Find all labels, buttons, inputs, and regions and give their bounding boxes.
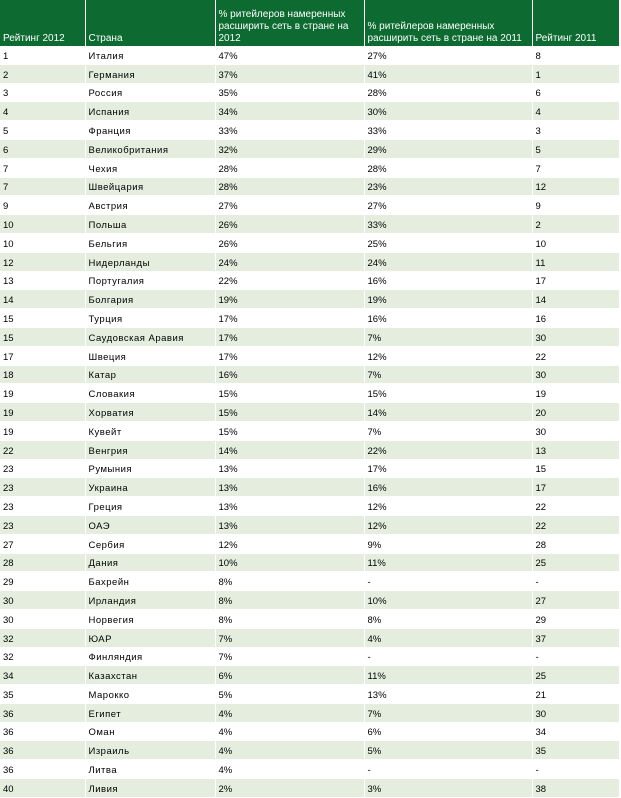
percent-2012-cell: 17% xyxy=(215,346,364,365)
rank-2011-cell: 1 xyxy=(532,64,619,83)
country-cell: Ирландия xyxy=(85,591,215,610)
rank-2012-cell: 23 xyxy=(0,459,85,478)
rank-2011-cell: 30 xyxy=(532,703,619,722)
header-percent-2012: % ритейлеров намеренных расширить сеть в стране на 2012 xyxy=(215,0,364,46)
table-row xyxy=(0,327,619,346)
table-row xyxy=(0,102,619,121)
table-row xyxy=(0,421,619,440)
rank-2012-cell: 1 xyxy=(0,46,85,64)
table-row xyxy=(0,591,619,610)
table-row xyxy=(0,365,619,384)
country-cell: Финляндия xyxy=(85,647,215,666)
rank-2011-cell: 22 xyxy=(532,497,619,516)
country-cell: ЮАР xyxy=(85,628,215,647)
percent-2011-cell: 22% xyxy=(364,440,532,459)
table-row xyxy=(0,177,619,196)
rank-2012-cell: 23 xyxy=(0,515,85,534)
percent-2011-cell: 11% xyxy=(364,553,532,572)
percent-2012-cell: 13% xyxy=(215,515,364,534)
country-cell: Ливия xyxy=(85,779,215,798)
percent-2012-cell: 27% xyxy=(215,196,364,215)
percent-2012-cell: 19% xyxy=(215,290,364,309)
country-cell: Италия xyxy=(85,46,215,64)
percent-2011-cell: 7% xyxy=(364,703,532,722)
table-row xyxy=(0,515,619,534)
rank-2011-cell: 34 xyxy=(532,722,619,741)
percent-2011-cell: 12% xyxy=(364,515,532,534)
percent-2011-cell: 25% xyxy=(364,233,532,252)
country-cell: Бахрейн xyxy=(85,572,215,591)
rank-2012-cell: 23 xyxy=(0,497,85,516)
header-rank-2012: Рейтинг 2012 xyxy=(0,0,85,46)
table-row xyxy=(0,83,619,102)
rank-2012-cell: 4 xyxy=(0,102,85,121)
percent-2011-cell: 14% xyxy=(364,403,532,422)
country-cell: Австрия xyxy=(85,196,215,215)
rank-2011-cell: - xyxy=(532,572,619,591)
rank-2012-cell: 10 xyxy=(0,215,85,234)
percent-2011-cell: 30% xyxy=(364,102,532,121)
rank-2011-cell: 21 xyxy=(532,685,619,704)
country-cell: Бельгия xyxy=(85,233,215,252)
percent-2012-cell: 17% xyxy=(215,309,364,328)
rank-2011-cell: 30 xyxy=(532,421,619,440)
country-cell: Франция xyxy=(85,121,215,140)
percent-2011-cell: - xyxy=(364,572,532,591)
rank-2011-cell: 6 xyxy=(532,83,619,102)
percent-2012-cell: 35% xyxy=(215,83,364,102)
rank-2012-cell: 14 xyxy=(0,290,85,309)
percent-2012-cell: 8% xyxy=(215,591,364,610)
country-cell: Украина xyxy=(85,478,215,497)
rank-2011-cell: 16 xyxy=(532,309,619,328)
rank-2012-cell: 5 xyxy=(0,121,85,140)
country-cell: Казахстан xyxy=(85,666,215,685)
country-cell: Турция xyxy=(85,309,215,328)
percent-2011-cell: 16% xyxy=(364,271,532,290)
rank-2012-cell: 3 xyxy=(0,83,85,102)
table-row xyxy=(0,440,619,459)
rank-2011-cell: 22 xyxy=(532,346,619,365)
rank-2011-cell: 19 xyxy=(532,384,619,403)
country-cell: Дания xyxy=(85,553,215,572)
percent-2012-cell: 2% xyxy=(215,779,364,798)
rank-2011-cell: 27 xyxy=(532,591,619,610)
percent-2012-cell: 22% xyxy=(215,271,364,290)
table-body xyxy=(0,46,619,797)
percent-2011-cell: 12% xyxy=(364,346,532,365)
table-row xyxy=(0,459,619,478)
table-row xyxy=(0,403,619,422)
table-header-row xyxy=(0,0,619,46)
percent-2012-cell: 10% xyxy=(215,553,364,572)
rank-2012-cell: 30 xyxy=(0,591,85,610)
table-row xyxy=(0,271,619,290)
country-cell: Греция xyxy=(85,497,215,516)
table-row xyxy=(0,647,619,666)
rank-2012-cell: 36 xyxy=(0,760,85,779)
percent-2012-cell: 26% xyxy=(215,215,364,234)
rank-2011-cell: 9 xyxy=(532,196,619,215)
header-rank-2011: Рейтинг 2011 xyxy=(532,0,619,46)
percent-2012-cell: 8% xyxy=(215,609,364,628)
percent-2011-cell: 33% xyxy=(364,121,532,140)
rank-2011-cell: 22 xyxy=(532,515,619,534)
rank-2011-cell: 8 xyxy=(532,46,619,64)
rank-2012-cell: 35 xyxy=(0,685,85,704)
table-row xyxy=(0,252,619,271)
percent-2011-cell: 24% xyxy=(364,252,532,271)
rank-2012-cell: 13 xyxy=(0,271,85,290)
country-cell: Марокко xyxy=(85,685,215,704)
rank-2012-cell: 34 xyxy=(0,666,85,685)
percent-2012-cell: 28% xyxy=(215,158,364,177)
table-row xyxy=(0,309,619,328)
rank-2012-cell: 27 xyxy=(0,534,85,553)
rank-2012-cell: 7 xyxy=(0,177,85,196)
table-row xyxy=(0,628,619,647)
table-row xyxy=(0,609,619,628)
percent-2011-cell: 16% xyxy=(364,478,532,497)
percent-2011-cell: 7% xyxy=(364,365,532,384)
table-row xyxy=(0,722,619,741)
rank-2011-cell: 17 xyxy=(532,271,619,290)
table-row xyxy=(0,290,619,309)
rank-2011-cell: 28 xyxy=(532,534,619,553)
rank-2012-cell: 2 xyxy=(0,64,85,83)
country-cell: Оман xyxy=(85,722,215,741)
rank-2011-cell: 25 xyxy=(532,666,619,685)
table-row xyxy=(0,121,619,140)
rank-2012-cell: 40 xyxy=(0,779,85,798)
percent-2011-cell: 15% xyxy=(364,384,532,403)
table-row xyxy=(0,760,619,779)
percent-2011-cell: 28% xyxy=(364,83,532,102)
rank-2012-cell: 7 xyxy=(0,158,85,177)
percent-2011-cell: 5% xyxy=(364,741,532,760)
table-row xyxy=(0,703,619,722)
country-cell: Швейцария xyxy=(85,177,215,196)
rank-2012-cell: 32 xyxy=(0,628,85,647)
rank-2011-cell: 14 xyxy=(532,290,619,309)
rank-2011-cell: 17 xyxy=(532,478,619,497)
country-cell: Великобритания xyxy=(85,139,215,158)
rank-2012-cell: 17 xyxy=(0,346,85,365)
rank-2012-cell: 36 xyxy=(0,703,85,722)
rank-2012-cell: 22 xyxy=(0,440,85,459)
percent-2012-cell: 4% xyxy=(215,703,364,722)
rank-2011-cell: 35 xyxy=(532,741,619,760)
table-row xyxy=(0,553,619,572)
country-cell: Литва xyxy=(85,760,215,779)
percent-2012-cell: 37% xyxy=(215,64,364,83)
rank-2012-cell: 30 xyxy=(0,609,85,628)
percent-2012-cell: 15% xyxy=(215,403,364,422)
percent-2011-cell: 8% xyxy=(364,609,532,628)
table-row xyxy=(0,741,619,760)
percent-2011-cell: 16% xyxy=(364,309,532,328)
percent-2012-cell: 33% xyxy=(215,121,364,140)
rank-2012-cell: 23 xyxy=(0,478,85,497)
table-row xyxy=(0,196,619,215)
percent-2012-cell: 6% xyxy=(215,666,364,685)
rank-2012-cell: 10 xyxy=(0,233,85,252)
country-cell: Египет xyxy=(85,703,215,722)
percent-2011-cell: 13% xyxy=(364,685,532,704)
rank-2012-cell: 15 xyxy=(0,327,85,346)
rank-2011-cell: 4 xyxy=(532,102,619,121)
percent-2012-cell: 28% xyxy=(215,177,364,196)
percent-2012-cell: 12% xyxy=(215,534,364,553)
table-row xyxy=(0,346,619,365)
percent-2012-cell: 14% xyxy=(215,440,364,459)
country-cell: Россия xyxy=(85,83,215,102)
table-row xyxy=(0,384,619,403)
country-cell: Нидерланды xyxy=(85,252,215,271)
country-cell: Чехия xyxy=(85,158,215,177)
country-cell: Словакия xyxy=(85,384,215,403)
country-cell: Швеция xyxy=(85,346,215,365)
rank-2011-cell: 20 xyxy=(532,403,619,422)
country-cell: Румыния xyxy=(85,459,215,478)
rank-2011-cell: 11 xyxy=(532,252,619,271)
rank-2011-cell: 25 xyxy=(532,553,619,572)
rank-2011-cell: 5 xyxy=(532,139,619,158)
rank-2011-cell: 15 xyxy=(532,459,619,478)
percent-2012-cell: 24% xyxy=(215,252,364,271)
rank-2012-cell: 9 xyxy=(0,196,85,215)
country-cell: Германия xyxy=(85,64,215,83)
rank-2012-cell: 19 xyxy=(0,403,85,422)
table-row xyxy=(0,215,619,234)
header-country: Страна xyxy=(85,0,215,46)
country-cell: Израиль xyxy=(85,741,215,760)
country-cell: Катар xyxy=(85,365,215,384)
percent-2011-cell: 17% xyxy=(364,459,532,478)
percent-2011-cell: 33% xyxy=(364,215,532,234)
country-cell: Венгрия xyxy=(85,440,215,459)
percent-2012-cell: 13% xyxy=(215,497,364,516)
rank-2012-cell: 19 xyxy=(0,384,85,403)
rank-2012-cell: 29 xyxy=(0,572,85,591)
percent-2012-cell: 4% xyxy=(215,722,364,741)
country-cell: Саудовская Аравия xyxy=(85,327,215,346)
table-row xyxy=(0,46,619,64)
percent-2012-cell: 17% xyxy=(215,327,364,346)
percent-2012-cell: 47% xyxy=(215,46,364,64)
percent-2011-cell: 4% xyxy=(364,628,532,647)
country-cell: Хорватия xyxy=(85,403,215,422)
rank-2012-cell: 36 xyxy=(0,741,85,760)
percent-2011-cell: 11% xyxy=(364,666,532,685)
rank-2012-cell: 32 xyxy=(0,647,85,666)
country-cell: Норвегия xyxy=(85,609,215,628)
rank-2011-cell: 3 xyxy=(532,121,619,140)
table-row xyxy=(0,534,619,553)
percent-2012-cell: 7% xyxy=(215,647,364,666)
header-percent-2011: % ритейлеров намеренных расширить сеть в стране на 2011 xyxy=(364,0,532,46)
country-cell: ОАЭ xyxy=(85,515,215,534)
percent-2011-cell: 7% xyxy=(364,421,532,440)
rank-2012-cell: 18 xyxy=(0,365,85,384)
table-row xyxy=(0,572,619,591)
rank-2012-cell: 12 xyxy=(0,252,85,271)
rank-2012-cell: 36 xyxy=(0,722,85,741)
percent-2011-cell: 41% xyxy=(364,64,532,83)
rank-2011-cell: 12 xyxy=(532,177,619,196)
percent-2012-cell: 13% xyxy=(215,478,364,497)
rank-2011-cell: 13 xyxy=(532,440,619,459)
rank-2011-cell: 2 xyxy=(532,215,619,234)
rank-2011-cell: 37 xyxy=(532,628,619,647)
percent-2012-cell: 34% xyxy=(215,102,364,121)
country-cell: Испания xyxy=(85,102,215,121)
table-row xyxy=(0,685,619,704)
rank-2012-cell: 15 xyxy=(0,309,85,328)
percent-2011-cell: 23% xyxy=(364,177,532,196)
percent-2011-cell: 3% xyxy=(364,779,532,798)
percent-2011-cell: 7% xyxy=(364,327,532,346)
percent-2012-cell: 7% xyxy=(215,628,364,647)
country-cell: Кувейт xyxy=(85,421,215,440)
rank-2011-cell: 30 xyxy=(532,327,619,346)
rank-2012-cell: 28 xyxy=(0,553,85,572)
percent-2012-cell: 26% xyxy=(215,233,364,252)
table-row xyxy=(0,158,619,177)
rank-2011-cell: - xyxy=(532,647,619,666)
country-cell: Сербия xyxy=(85,534,215,553)
percent-2011-cell: 10% xyxy=(364,591,532,610)
percent-2011-cell: 9% xyxy=(364,534,532,553)
percent-2011-cell: - xyxy=(364,647,532,666)
percent-2012-cell: 5% xyxy=(215,685,364,704)
percent-2012-cell: 16% xyxy=(215,365,364,384)
rank-2011-cell: 29 xyxy=(532,609,619,628)
percent-2012-cell: 4% xyxy=(215,741,364,760)
table-row xyxy=(0,478,619,497)
rank-2011-cell: 30 xyxy=(532,365,619,384)
percent-2011-cell: 6% xyxy=(364,722,532,741)
table-row xyxy=(0,779,619,798)
percent-2012-cell: 32% xyxy=(215,139,364,158)
rank-2011-cell: 10 xyxy=(532,233,619,252)
table-row xyxy=(0,497,619,516)
country-cell: Болгария xyxy=(85,290,215,309)
country-cell: Португалия xyxy=(85,271,215,290)
rank-2012-cell: 6 xyxy=(0,139,85,158)
percent-2011-cell: 29% xyxy=(364,139,532,158)
percent-2011-cell: 19% xyxy=(364,290,532,309)
rank-2011-cell: 38 xyxy=(532,779,619,798)
table-row xyxy=(0,666,619,685)
percent-2011-cell: 28% xyxy=(364,158,532,177)
rank-2011-cell: 7 xyxy=(532,158,619,177)
country-cell: Польша xyxy=(85,215,215,234)
table-row xyxy=(0,139,619,158)
percent-2011-cell: - xyxy=(364,760,532,779)
table-row xyxy=(0,64,619,83)
percent-2012-cell: 15% xyxy=(215,384,364,403)
percent-2011-cell: 27% xyxy=(364,196,532,215)
percent-2011-cell: 27% xyxy=(364,46,532,64)
table-row xyxy=(0,233,619,252)
rank-2011-cell: - xyxy=(532,760,619,779)
percent-2012-cell: 15% xyxy=(215,421,364,440)
percent-2012-cell: 8% xyxy=(215,572,364,591)
percent-2012-cell: 4% xyxy=(215,760,364,779)
rank-2012-cell: 19 xyxy=(0,421,85,440)
percent-2012-cell: 13% xyxy=(215,459,364,478)
percent-2011-cell: 12% xyxy=(364,497,532,516)
